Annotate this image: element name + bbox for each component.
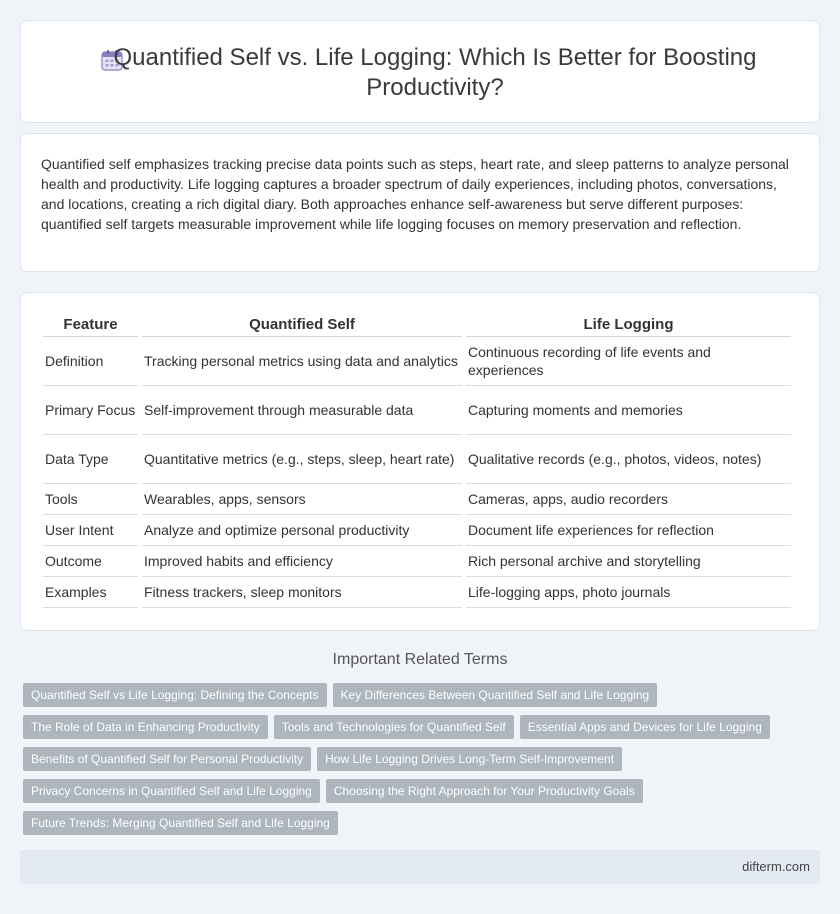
table-row xyxy=(43,515,791,546)
related-term-tag[interactable]: Tools and Technologies for Quantified Self xyxy=(274,715,514,739)
table-cell: Data Type xyxy=(43,435,138,484)
table-cell: Cameras, apps, audio recorders xyxy=(466,484,791,515)
table-cell: Tracking personal metrics using data and analytics xyxy=(142,337,462,386)
related-term-tag[interactable]: How Life Logging Drives Long-Term Self-Improvement xyxy=(317,747,622,771)
related-term-tag[interactable]: Essential Apps and Devices for Life Logging xyxy=(520,715,770,739)
table-cell: Document life experiences for reflection xyxy=(466,515,791,546)
table-row xyxy=(43,546,791,577)
related-term-tag[interactable]: Choosing the Right Approach for Your Productivity Goals xyxy=(326,779,643,803)
table-cell: Qualitative records (e.g., photos, videos, notes) xyxy=(466,435,791,484)
footer-brand[interactable]: difterm.com xyxy=(742,859,810,874)
related-term-tag[interactable]: Future Trends: Merging Quantified Self and Life Logging xyxy=(23,811,338,835)
table-cell: Improved habits and efficiency xyxy=(142,546,462,577)
table-cell: Capturing moments and memories xyxy=(466,386,791,435)
table-cell: Rich personal archive and storytelling xyxy=(466,546,791,577)
table-cell: User Intent xyxy=(43,515,138,546)
table-cell: Tools xyxy=(43,484,138,515)
summary-card xyxy=(20,133,820,272)
related-term-tag[interactable]: Quantified Self vs Life Logging: Defining the Concepts xyxy=(23,683,327,707)
column-header-quantified-self: Quantified Self xyxy=(142,307,462,337)
table-cell: Primary Focus xyxy=(43,386,138,435)
related-terms-heading: Important Related Terms xyxy=(332,651,508,668)
table-cell: Outcome xyxy=(43,546,138,577)
related-term-tag[interactable]: Privacy Concerns in Quantified Self and Life Logging xyxy=(23,779,320,803)
related-term-tag[interactable]: Key Differences Between Quantified Self and Life Logging xyxy=(333,683,658,707)
comparison-table-card xyxy=(20,292,820,631)
summary-text: Quantified self emphasizes tracking precise data points such as steps, heart rate, and sleep patterns to analyze personal health and productivity. Life logging captures a broader spectrum of daily experiences, including photos, conversations, and locations, creating a rich digital diary. Both approaches enhance self-awareness but serve different purposes: quantified self targets measurable improvement while life logging focuses on memory preservation and reflection. xyxy=(41,156,789,232)
related-terms-list xyxy=(23,683,803,835)
related-term-tag[interactable]: The Role of Data in Enhancing Productivity xyxy=(23,715,268,739)
header-card xyxy=(20,20,820,123)
table-row xyxy=(43,435,791,484)
related-term-tag[interactable]: Benefits of Quantified Self for Personal Productivity xyxy=(23,747,311,771)
table-row xyxy=(43,337,791,386)
table-cell: Wearables, apps, sensors xyxy=(142,484,462,515)
footer-bar xyxy=(20,850,820,884)
table-cell: Examples xyxy=(43,577,138,608)
table-cell: Self-improvement through measurable data xyxy=(142,386,462,435)
table-row xyxy=(43,386,791,435)
table-row xyxy=(43,484,791,515)
table-cell: Life-logging apps, photo journals xyxy=(466,577,791,608)
table-row xyxy=(43,577,791,608)
column-header-feature: Feature xyxy=(43,307,138,337)
table-cell: Continuous recording of life events and experiences xyxy=(466,337,791,386)
table-cell: Quantitative metrics (e.g., steps, sleep, heart rate) xyxy=(142,435,462,484)
table-cell: Analyze and optimize personal productivity xyxy=(142,515,462,546)
table-cell: Definition xyxy=(43,337,138,386)
column-header-life-logging: Life Logging xyxy=(466,307,791,337)
page-title: Quantified Self vs. Life Logging: Which Is Better for Boosting Productivity? xyxy=(113,44,757,101)
table-cell: Fitness trackers, sleep monitors xyxy=(142,577,462,608)
comparison-table xyxy=(39,307,795,608)
table-header-row xyxy=(43,307,791,337)
